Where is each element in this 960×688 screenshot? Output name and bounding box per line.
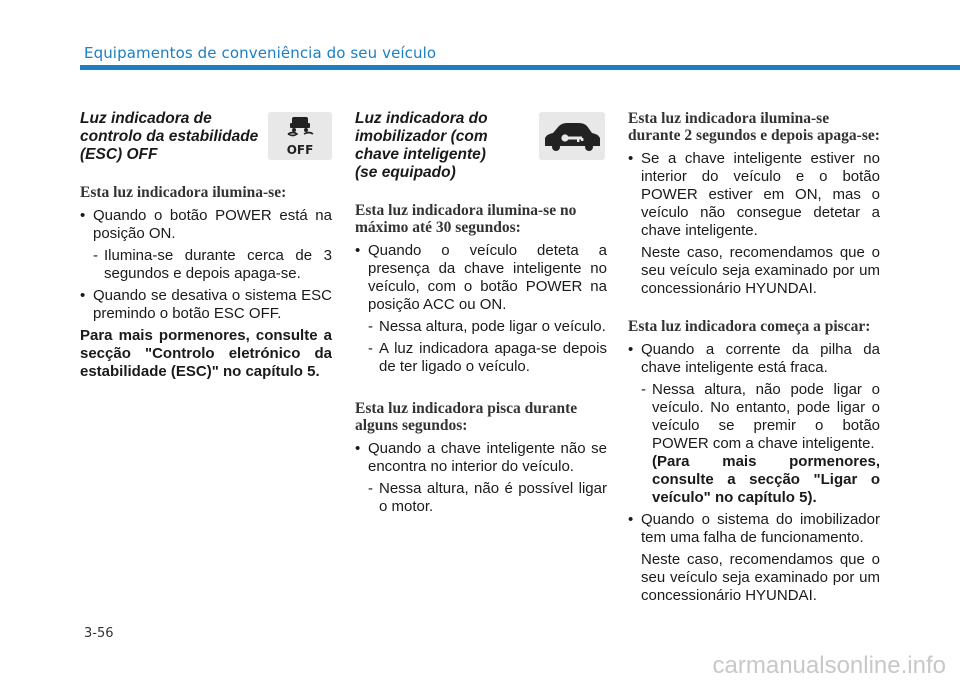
list-item: • Quando o sistema do imobilizador tem uma falha de funcionamento. xyxy=(628,511,880,546)
list-subitem: - Ilumina-se durante cerca de 3 segundos e depois apaga-se. xyxy=(93,247,332,282)
immobilizer-heading-4: Esta luz indicadora começa a piscar: xyxy=(628,318,871,335)
esc-heading: Esta luz indicadora ilumina-se: xyxy=(80,184,287,201)
immobilizer-heading-3: Esta luz indicadora ilumina-se durante 2 segundos e depois apaga-se: xyxy=(628,110,880,144)
page-number: 3-56 xyxy=(84,626,114,641)
list-subitem: - Nessa altura, não é possível ligar o motor. xyxy=(368,480,607,515)
esc-note: Para mais pormenores, consulte a secção "Controlo eletrónico da estabilidade (ESC)" no capítulo 5. xyxy=(80,327,332,380)
list-item: • Quando o botão POWER está na posição ON. xyxy=(80,207,332,242)
immobilizer-title: Luz indicadora do imobilizador (com chave inteligente) (se equipado) xyxy=(355,110,488,181)
list-paragraph: Neste caso, recomendamos que o seu veículo seja examinado por um concessionário HYUNDAI. xyxy=(641,551,880,604)
list-subitem: - A luz indicadora apaga-se depois de ter ligado o veículo. xyxy=(368,340,607,375)
immobilizer-car-key-icon xyxy=(539,112,605,160)
immobilizer-heading-2: Esta luz indicadora pisca durante alguns segundos: xyxy=(355,400,578,434)
list-subitem-bold: (Para mais pormenores, consulte a secção "Ligar o veículo" no capítulo 5). xyxy=(652,453,880,506)
list-subitem: - Nessa altura, pode ligar o veículo. xyxy=(368,318,606,335)
watermark: carmanualsonline.info xyxy=(712,652,946,679)
list-item: • Quando se desativa o sistema ESC premindo o botão ESC OFF. xyxy=(80,287,332,322)
column-esc-off xyxy=(80,110,332,381)
list-item: • Quando a corrente da pilha da chave inteligente está fraca. xyxy=(628,341,880,376)
list-item: • Quando a chave inteligente não se encontra no interior do veículo. xyxy=(355,440,607,475)
column-immobilizer-cont xyxy=(628,110,880,609)
esc-off-icon xyxy=(268,112,332,160)
list-item: • Quando o veículo deteta a presença da chave inteligente no veículo, com o botão POWER na posição ACC ou ON. xyxy=(355,242,607,313)
column-immobilizer xyxy=(355,110,607,520)
immobilizer-heading-1: Esta luz indicadora ilumina-se no máximo até 30 segundos: xyxy=(355,202,577,236)
chapter-title: Equipamentos de conveniência do seu veículo xyxy=(84,44,437,62)
list-item: • Se a chave inteligente estiver no interior do veículo e o botão POWER estiver em ON, mas o veículo não consegue detetar a chave inteligente. xyxy=(628,150,880,239)
list-paragraph: Neste caso, recomendamos que o seu veículo seja examinado por um concessionário HYUNDAI. xyxy=(641,244,880,297)
list-subitem: - Nessa altura, não pode ligar o veículo. No entanto, pode ligar o veículo se premir o botão POWER com a chave inteligente. xyxy=(641,381,880,452)
esc-off-icon-label: OFF xyxy=(286,143,314,157)
header-divider xyxy=(80,65,960,70)
esc-off-title: Luz indicadora de controlo da estabilidade (ESC) OFF xyxy=(80,110,259,163)
